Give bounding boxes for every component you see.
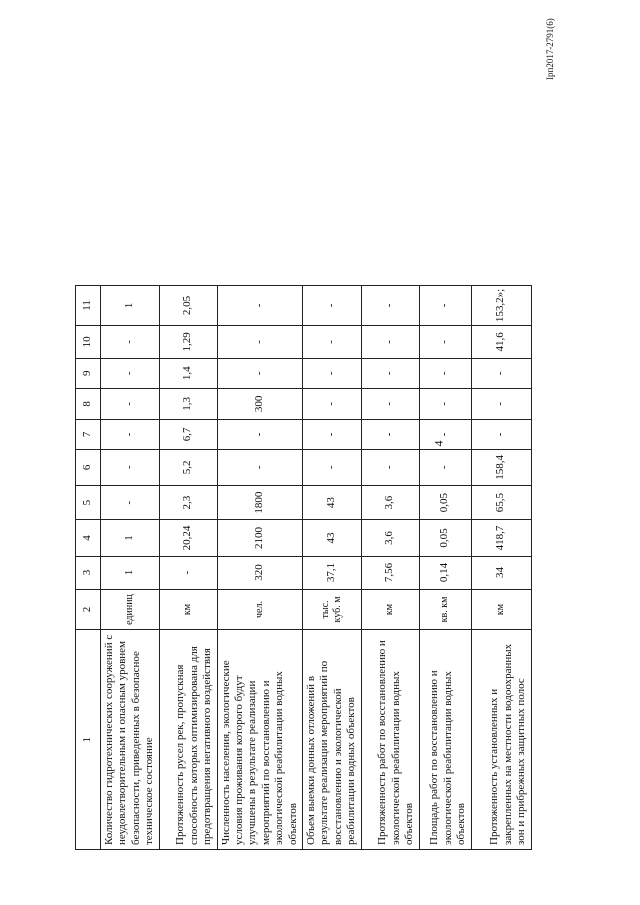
row-unit: единиц — [101, 589, 160, 630]
table-cell: - — [303, 325, 362, 358]
table-cell: - — [303, 388, 362, 419]
table-cell: 320 — [217, 556, 302, 589]
table-row — [217, 286, 302, 850]
row-unit: км — [159, 589, 217, 630]
table-cell: 3,6 — [361, 485, 419, 520]
table-cell: 1,4 — [159, 358, 217, 388]
row-description: Площадь работ по восстановлению и экологической реабилитации водных объектов — [419, 630, 471, 850]
table-cell: 1,29 — [159, 325, 217, 358]
table-cell: - — [419, 419, 471, 449]
table-cell: - — [101, 358, 160, 388]
table-row — [303, 286, 362, 850]
table-cell: - — [419, 449, 471, 485]
table-cell: 153,2»; — [471, 286, 531, 326]
table-cell: - — [159, 556, 217, 589]
row-unit: тыс. куб. м — [303, 589, 362, 630]
table-cell: - — [217, 419, 302, 449]
table-cell: 0,05 — [419, 485, 471, 520]
table-cell: 1800 — [217, 485, 302, 520]
table-row — [471, 286, 531, 850]
row-unit: кв. км — [419, 589, 471, 630]
column-header: 1 — [76, 630, 101, 850]
document-code: Ірп2017-2791(6) — [545, 18, 555, 80]
column-header: 7 — [76, 419, 101, 449]
table-cell: - — [419, 325, 471, 358]
table-cell: - — [303, 449, 362, 485]
table-cell: - — [361, 388, 419, 419]
table-cell: 1,3 — [159, 388, 217, 419]
table-cell: 418,7 — [471, 520, 531, 556]
table-cell: - — [101, 449, 160, 485]
row-unit: км — [361, 589, 419, 630]
column-header: 8 — [76, 388, 101, 419]
table-cell: - — [303, 358, 362, 388]
table-cell: 41,6 — [471, 325, 531, 358]
row-description: Протяженность русел рек, пропускная способность которых оптимизирована для предотвращения негативного воздействия — [159, 630, 217, 850]
row-description: Количество гидротехнических сооружений с неудовлетворительным и опасным уровнем безопасности, приведенных в безопасное техническое состояние — [101, 630, 160, 850]
table-cell: - — [217, 358, 302, 388]
row-description: Протяженность работ по восстановлению и экологической реабилитации водных объектов — [361, 630, 419, 850]
table-cell: 6,7 — [159, 419, 217, 449]
column-header: 5 — [76, 485, 101, 520]
indicators-table — [75, 285, 532, 850]
table-cell: - — [101, 388, 160, 419]
table-cell: 37,1 — [303, 556, 362, 589]
row-unit: км — [471, 589, 531, 630]
table-cell: - — [101, 485, 160, 520]
table-row — [101, 286, 160, 850]
table-cell: - — [361, 449, 419, 485]
table-cell: 7,56 — [361, 556, 419, 589]
indicators-table-container — [75, 285, 532, 850]
table-cell: - — [419, 388, 471, 419]
table-cell: - — [361, 358, 419, 388]
table-cell: 2,3 — [159, 485, 217, 520]
table-cell: - — [101, 325, 160, 358]
header-row — [76, 286, 101, 850]
table-cell: - — [471, 388, 531, 419]
table-cell: 1 — [101, 556, 160, 589]
table-cell: - — [101, 419, 160, 449]
page-number: 4 — [431, 440, 446, 447]
table-cell: 2,05 — [159, 286, 217, 326]
table-cell: 1 — [101, 520, 160, 556]
row-unit: чел. — [217, 589, 302, 630]
row-description: Численность населения, экологические условия проживания которого будут улучшены в результате реализации мероприятий по восстановлению и экологической реабилитации водных объектов — [217, 630, 302, 850]
column-header: 3 — [76, 556, 101, 589]
table-cell: - — [217, 449, 302, 485]
table-cell: 158,4 — [471, 449, 531, 485]
row-description: Объем выемки донных отложений в результате реализации мероприятий по восстановлению и экологической реабилитации водных объектов — [303, 630, 362, 850]
column-header: 9 — [76, 358, 101, 388]
table-cell: 0,14 — [419, 556, 471, 589]
table-row — [361, 286, 419, 850]
table-cell: - — [361, 325, 419, 358]
table-row — [159, 286, 217, 850]
table-cell: - — [361, 286, 419, 326]
table-cell: - — [471, 419, 531, 449]
column-header: 11 — [76, 286, 101, 326]
table-cell: 1 — [101, 286, 160, 326]
column-header: 6 — [76, 449, 101, 485]
table-cell: 3,6 — [361, 520, 419, 556]
table-cell: 65,5 — [471, 485, 531, 520]
column-header: 4 — [76, 520, 101, 556]
column-header: 2 — [76, 589, 101, 630]
table-cell: 5,2 — [159, 449, 217, 485]
table-cell: 34 — [471, 556, 531, 589]
table-cell: - — [217, 325, 302, 358]
table-cell: 20,24 — [159, 520, 217, 556]
table-cell: 43 — [303, 485, 362, 520]
table-cell: - — [361, 419, 419, 449]
column-header: 10 — [76, 325, 101, 358]
table-cell: 43 — [303, 520, 362, 556]
row-description: Протяженность установленных и закрепленных на местности водоохранных зон и прибрежных защитных полос — [471, 630, 531, 850]
table-cell: - — [471, 358, 531, 388]
table-cell: - — [419, 286, 471, 326]
table-cell: - — [303, 286, 362, 326]
table-cell: 300 — [217, 388, 302, 419]
table-cell: 2100 — [217, 520, 302, 556]
table-cell: 0,05 — [419, 520, 471, 556]
table-cell: - — [217, 286, 302, 326]
table-row — [419, 286, 471, 850]
table-cell: - — [419, 358, 471, 388]
table-cell: - — [303, 419, 362, 449]
